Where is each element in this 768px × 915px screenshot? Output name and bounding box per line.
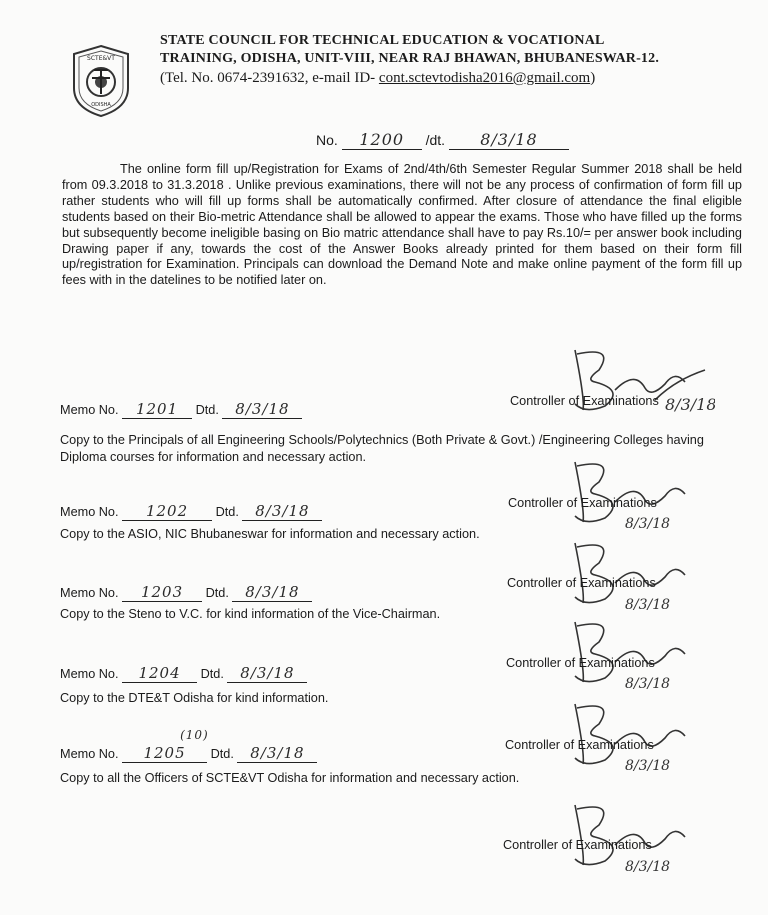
memo-number-value: 1205 bbox=[143, 744, 186, 762]
memo-line bbox=[60, 664, 307, 683]
dtd-label: Dtd. bbox=[210, 747, 234, 761]
copy-to-text: Copy to all the Officers of SCTE&VT Odisha for information and necessary action. bbox=[60, 771, 520, 785]
memo-date: 8/3/18 bbox=[222, 400, 302, 419]
svg-text:8/3/18: 8/3/18 bbox=[625, 597, 671, 613]
memo-line bbox=[60, 728, 317, 763]
copy-to-text: Copy to the DTE&T Odisha for kind information. bbox=[60, 691, 329, 705]
memo-date: 8/3/18 bbox=[237, 744, 317, 763]
memo-copies-count: (10) bbox=[180, 728, 209, 742]
notice-paragraph: The online form fill up/Registration for Exams of 2nd/4th/6th Semester Regular Summer 2018 shall be held from 09.3.2018 to 31.3.2018 . Unlike previous examinations, there will not be any process of confirmation of form fill up rather students who will fill up forms shall be automatically confirmed. After closure of attendance the final eligible students based on their Bio-metric Attendance shall be allowed to appear the exams. Those who have filled up the forms but subsequently become ineligible basing on Bio matric attendance shall have to pay Rs.10/= per answer book including Drawing paper if any, towards the cost of the Answer Books already printed for them based on their form fill up/registration for Examination. Principals can download the Demand Note and make online payment of the form fill up fees with in the datelines to be notified later on. bbox=[62, 162, 742, 288]
dtd-label: Dtd. bbox=[195, 403, 219, 417]
paren-close: ) bbox=[590, 70, 596, 86]
dtd-label: Dtd. bbox=[200, 667, 224, 681]
contact-line bbox=[160, 68, 760, 88]
email-link[interactable]: cont.sctevtodisha2016@gmail.com bbox=[378, 70, 591, 86]
memo-number: 1203 bbox=[122, 583, 202, 602]
sctevt-logo bbox=[70, 44, 132, 118]
memo-label: Memo No. bbox=[60, 586, 119, 600]
controller-signatory: Controller of Examinations bbox=[507, 576, 656, 590]
memo-label: Memo No. bbox=[60, 747, 119, 761]
memo-number: 1201 bbox=[122, 400, 192, 419]
controller-signatory: Controller of Examinations bbox=[506, 656, 655, 670]
org-name-line1: STATE COUNCIL FOR TECHNICAL EDUCATION & VOCATIONAL bbox=[160, 33, 605, 48]
controller-signatory: Controller of Examinations bbox=[503, 838, 652, 852]
svg-text:8/3/18: 8/3/18 bbox=[625, 676, 671, 692]
memo-date: 8/3/18 bbox=[227, 664, 307, 683]
memo-line bbox=[60, 400, 302, 419]
svg-text:SCTE&VT: SCTE&VT bbox=[87, 55, 115, 62]
memo-number: 1202 bbox=[122, 502, 212, 521]
controller-signatory: Controller of Examinations bbox=[505, 738, 654, 752]
ref-dt-label: /dt. bbox=[425, 132, 446, 148]
ref-dt-value: 8/3/18 bbox=[449, 130, 569, 150]
svg-text:8/3/18: 8/3/18 bbox=[625, 516, 671, 532]
memo-label: Memo No. bbox=[60, 403, 119, 417]
letterhead bbox=[160, 32, 760, 88]
ref-no-label: No. bbox=[316, 132, 338, 148]
memo-number: 1204 bbox=[122, 664, 197, 683]
memo-label: Memo No. bbox=[60, 667, 119, 681]
ref-no-value: 1200 bbox=[342, 130, 422, 150]
memo-line bbox=[60, 583, 312, 602]
svg-text:8/3/18: 8/3/18 bbox=[625, 758, 671, 774]
controller-signatory: Controller of Examinations bbox=[510, 394, 659, 408]
org-name-line2: TRAINING, ODISHA, UNIT-VIII, NEAR RAJ BHAWAN, BHUBANESWAR-12. bbox=[160, 51, 660, 66]
signature bbox=[555, 795, 715, 875]
memo-number bbox=[122, 728, 209, 763]
svg-text:ODISHA: ODISHA bbox=[91, 102, 111, 108]
signature bbox=[555, 612, 715, 692]
copy-to-text: Copy to the Steno to V.C. for kind information of the Vice-Chairman. bbox=[60, 607, 441, 621]
controller-signatory: Controller of Examinations bbox=[508, 496, 657, 510]
memo-label: Memo No. bbox=[60, 505, 119, 519]
memo-date: 8/3/18 bbox=[232, 583, 312, 602]
dtd-label: Dtd. bbox=[215, 505, 239, 519]
svg-text:8/3/18: 8/3/18 bbox=[665, 395, 715, 414]
copy-to-text: Copy to the Principals of all Engineering Schools/Polytechnics (Both Private & Govt.) /Engineering Colleges having Diploma courses for information and necessary action. bbox=[60, 433, 704, 464]
memo-date: 8/3/18 bbox=[242, 502, 322, 521]
signature bbox=[555, 340, 715, 420]
copy-to-text: Copy to the ASIO, NIC Bhubaneswar for information and necessary action. bbox=[60, 527, 480, 541]
reference-line bbox=[316, 130, 569, 150]
svg-text:8/3/18: 8/3/18 bbox=[625, 859, 671, 875]
dtd-label: Dtd. bbox=[205, 586, 229, 600]
telephone: (Tel. No. 0674-2391632, e-mail ID- bbox=[160, 70, 379, 86]
memo-line bbox=[60, 502, 322, 521]
signature bbox=[555, 533, 715, 613]
